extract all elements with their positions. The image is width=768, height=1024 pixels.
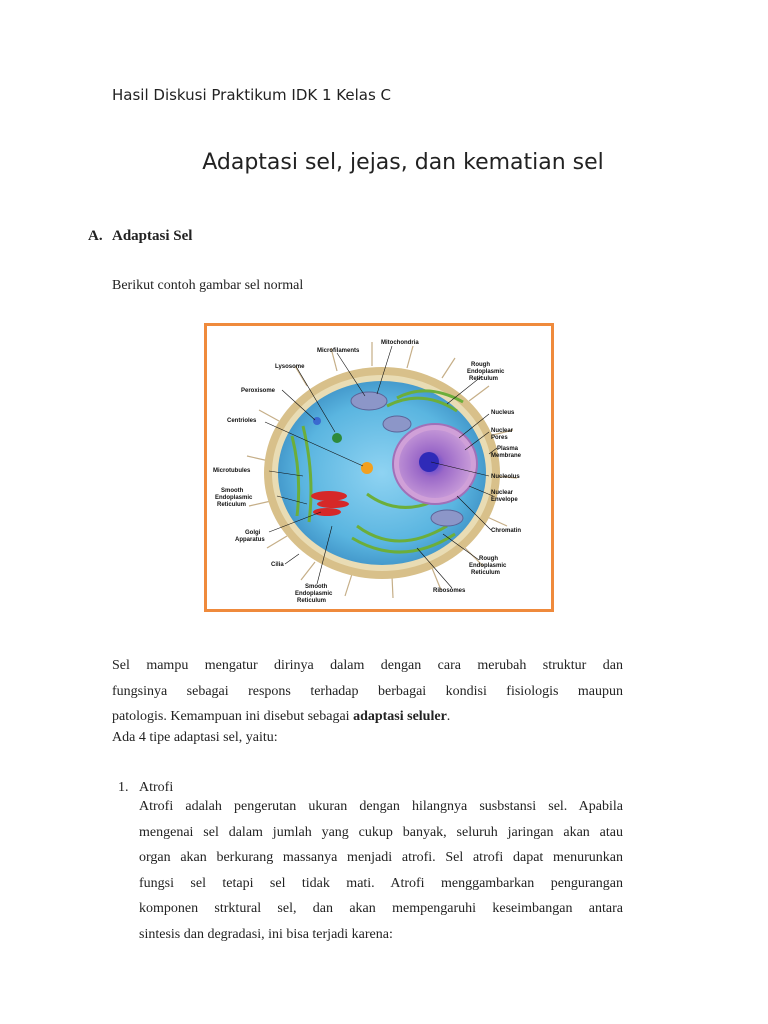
label-plasma-membrane-2: Membrane	[491, 453, 522, 459]
mitochondrion	[383, 416, 411, 432]
label-microtubules: Microtubules	[213, 468, 251, 474]
section-title: Adaptasi Sel	[112, 228, 193, 244]
nucleolus	[419, 452, 439, 472]
label-chromatin: Chromatin	[491, 528, 521, 534]
peroxisome	[313, 417, 321, 425]
label-lysosome: Lysosome	[275, 364, 305, 370]
types-intro: Ada 4 tipe adaptasi sel, yaitu:	[112, 730, 278, 745]
cell-diagram-illustration	[207, 326, 551, 609]
emphasis-term: adaptasi seluler	[353, 709, 447, 724]
label-nuclear-pores-2: Pores	[491, 435, 508, 441]
section-heading-a	[88, 228, 192, 245]
paragraph-line: komponen strktural sel, dan akan mempengaruhi keseimbangan antara	[139, 901, 623, 916]
label-centrioles: Centrioles	[227, 418, 257, 424]
label-nuclear-envelope: Nuclear	[491, 490, 514, 496]
paragraph-line: mengenai sel dalam jumlah yang cukup banyak, seluruh jaringan akan atau	[139, 824, 623, 840]
label-cilia: Cilia	[271, 562, 284, 568]
label-golgi-apparatus-2: Apparatus	[235, 537, 265, 543]
label-microfilaments: Microfilaments	[317, 348, 360, 354]
paragraph-text: .	[446, 709, 451, 724]
label-mitochondria: Mitochondria	[381, 340, 419, 346]
label-rough-er-bottom-3: Reticulum	[471, 570, 501, 576]
label-nuclear-pores: Nuclear	[491, 428, 514, 434]
list-item-title: Atrofi	[139, 780, 174, 795]
label-rough-er-top-2: Endoplasmic	[467, 369, 505, 375]
label-smooth-er-bottom: Smooth	[305, 584, 328, 590]
paragraph-line: fungsinya sebagai respons terhadap berbagai kondisi fisiologis maupun	[112, 683, 623, 699]
document-title: Adaptasi sel, jejas, dan kematian sel	[202, 150, 604, 175]
intro-text: Berikut contoh gambar sel normal	[112, 278, 304, 293]
paragraph-line	[112, 704, 623, 730]
document-header: Hasil Diskusi Praktikum IDK 1 Kelas C	[112, 86, 392, 104]
label-nucleolus: Nucleolus	[491, 474, 520, 480]
label-rough-er-top-3: Reticulum	[469, 376, 499, 382]
paragraph-line: organ akan berkurang massanya menjadi atrofi. Sel atrofi dapat menurunkan	[139, 850, 623, 865]
label-rough-er-top: Rough	[471, 362, 490, 368]
label-smooth-er-bottom-3: Reticulum	[297, 598, 327, 604]
paragraph-line: Atrofi adalah pengerutan ukuran dengan hilangnya susbstansi sel. Apabila	[139, 799, 623, 814]
paragraph-text: patologis. Kemampuan ini disebut sebagai	[112, 709, 354, 724]
label-smooth-er-left-2: Endoplasmic	[215, 495, 253, 501]
label-nucleus: Nucleus	[491, 410, 515, 416]
mitochondrion	[431, 510, 463, 526]
label-nuclear-envelope-2: Envelope	[491, 497, 518, 503]
paragraph-line: fungsi sel tetapi sel tidak mati. Atrofi menggambarkan pengurangan	[139, 875, 623, 891]
paragraph-atrofi	[139, 794, 623, 947]
label-plasma-membrane: Plasma	[497, 446, 519, 452]
mitochondrion	[351, 392, 387, 410]
label-smooth-er-bottom-2: Endoplasmic	[295, 591, 333, 597]
lysosome	[332, 433, 342, 443]
paragraph-adaptasi	[112, 653, 623, 730]
paragraph-line: sintesis dan degradasi, ini bisa terjadi karena:	[139, 926, 393, 942]
label-smooth-er-left-3: Reticulum	[217, 502, 247, 508]
label-smooth-er-left: Smooth	[221, 488, 244, 494]
label-rough-er-bottom-2: Endoplasmic	[469, 563, 507, 569]
label-ribosomes: Ribosomes	[433, 588, 466, 594]
label-peroxisome: Peroxisome	[241, 388, 276, 394]
centriole	[361, 462, 373, 474]
label-rough-er-bottom: Rough	[479, 556, 498, 562]
section-letter: A.	[88, 228, 103, 244]
paragraph-line: Sel mampu mengatur dirinya dalam dengan cara merubah struktur dan	[112, 658, 623, 673]
label-golgi-apparatus: Golgi	[245, 530, 261, 536]
list-item-number: 1.	[118, 780, 129, 795]
cell-diagram-figure	[204, 323, 554, 612]
